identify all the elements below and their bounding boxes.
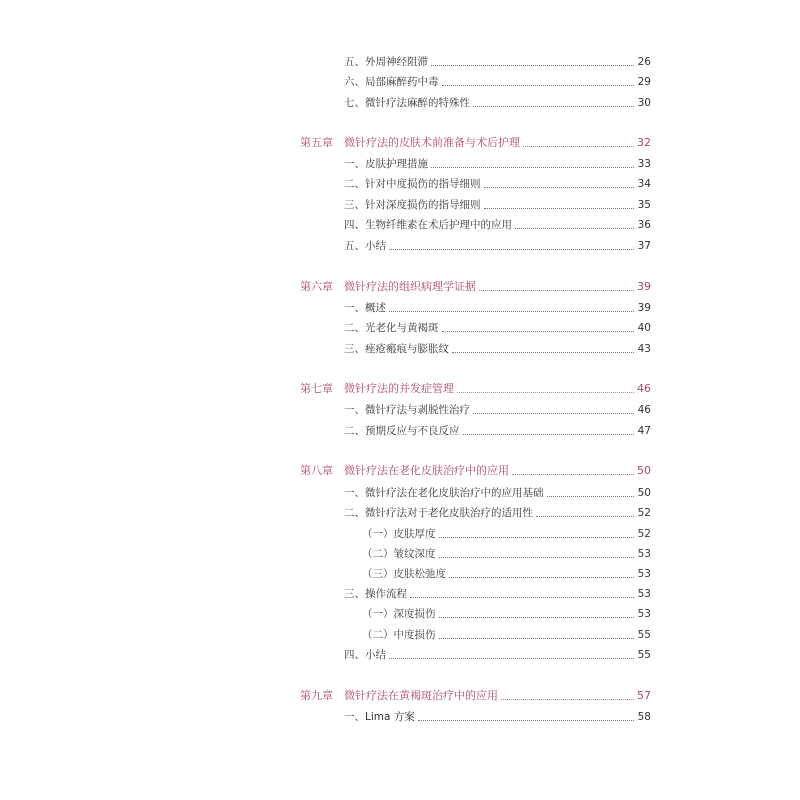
- toc-section-entry[interactable]: [344, 95, 651, 111]
- page-number: 33: [637, 158, 651, 170]
- toc-section-entry[interactable]: [344, 217, 651, 233]
- dot-leader: [389, 311, 634, 312]
- entry-title: 五、小结: [344, 240, 386, 252]
- entry-title: 三、痤疮瘢痕与膨胀纹: [344, 343, 449, 355]
- toc-entry-label: [344, 300, 386, 316]
- toc-entry-label: [344, 341, 449, 357]
- toc-entry-label: [300, 381, 454, 397]
- dot-leader: [431, 167, 634, 168]
- toc-entry-label: [344, 197, 481, 213]
- dot-leader: [547, 496, 635, 497]
- dot-leader: [479, 290, 634, 291]
- page-number: 47: [637, 425, 651, 437]
- page-number: 52: [637, 507, 651, 519]
- entry-title: 一、微针疗法与剥脱性治疗: [344, 404, 470, 416]
- toc-entry-label: [362, 566, 446, 582]
- toc-entry-label: [344, 586, 407, 602]
- toc-entry-label: [362, 526, 436, 542]
- dot-leader: [449, 577, 634, 578]
- entry-title: 三、针对深度损伤的指导细则: [344, 199, 481, 211]
- entry-title: 四、生物纤维素在术后护理中的应用: [344, 219, 512, 231]
- toc-section-entry[interactable]: [344, 505, 651, 521]
- chapter-number: 第六章: [300, 280, 333, 293]
- toc-entry-label: [300, 463, 509, 479]
- entry-title: 二、预期反应与不良反应: [344, 425, 460, 437]
- chapter-number: 第五章: [300, 136, 333, 149]
- toc-subsection-entry[interactable]: [362, 526, 651, 542]
- entry-title: 微针疗法的组织病理学证据: [344, 280, 476, 293]
- toc-entry-label: [300, 688, 498, 704]
- toc-section-entry[interactable]: [344, 586, 651, 602]
- toc-subsection-entry[interactable]: [362, 546, 651, 562]
- toc-entry-label: [344, 402, 470, 418]
- dot-leader: [389, 658, 634, 659]
- entry-title: 微针疗法的皮肤术前准备与术后护理: [344, 136, 520, 149]
- toc-section-entry[interactable]: [344, 74, 651, 90]
- page-number: 53: [637, 608, 651, 620]
- page-number: 58: [637, 711, 651, 723]
- toc-chapter-entry[interactable]: [300, 463, 651, 479]
- entry-title: 二、微针疗法对于老化皮肤治疗的适用性: [344, 507, 533, 519]
- page-number: 26: [637, 56, 651, 68]
- toc-entry-label: [300, 279, 476, 295]
- dot-leader: [439, 557, 635, 558]
- toc-section-entry[interactable]: [344, 54, 651, 70]
- entry-title: 二、针对中度损伤的指导细则: [344, 178, 481, 190]
- page-number: 30: [637, 97, 651, 109]
- page-number: 39: [637, 280, 651, 293]
- toc-chapter-entry[interactable]: [300, 135, 651, 151]
- toc-chapter-entry[interactable]: [300, 381, 651, 397]
- dot-leader: [484, 187, 635, 188]
- dot-leader: [473, 413, 634, 414]
- page-number: 43: [637, 343, 651, 355]
- dot-leader: [536, 516, 634, 517]
- toc-section-entry[interactable]: [344, 238, 651, 254]
- page-number: 46: [637, 404, 651, 416]
- toc-section-entry[interactable]: [344, 176, 651, 192]
- toc-section-entry[interactable]: [344, 647, 651, 663]
- entry-title: 六、局部麻醉药中毒: [344, 76, 439, 88]
- toc-entry-label: [362, 546, 436, 562]
- toc-entry-label: [344, 238, 386, 254]
- chapter-number: 第九章: [300, 689, 333, 702]
- dot-leader: [512, 474, 634, 475]
- entry-title: （一）皮肤厚度: [362, 528, 436, 540]
- toc-entry-label: [344, 423, 460, 439]
- page-number: 57: [637, 689, 651, 702]
- entry-title: 微针疗法在老化皮肤治疗中的应用: [344, 464, 509, 477]
- page-number: 53: [637, 588, 651, 600]
- toc-entry-label: [344, 505, 533, 521]
- dot-leader: [442, 85, 635, 86]
- toc-entry-label: [344, 176, 481, 192]
- toc-entry-label: [362, 627, 436, 643]
- toc-entry-label: [344, 217, 512, 233]
- dot-leader: [439, 617, 635, 618]
- entry-title: 四、小结: [344, 649, 386, 661]
- entry-title: 五、外周神经阻滞: [344, 56, 428, 68]
- toc-section-entry[interactable]: [344, 709, 651, 725]
- entry-title: 二、光老化与黄褐斑: [344, 322, 439, 334]
- toc-section-entry[interactable]: [344, 485, 651, 501]
- page-number: 50: [637, 464, 651, 477]
- toc-section-entry[interactable]: [344, 156, 651, 172]
- entry-title: 一、概述: [344, 302, 386, 314]
- dot-leader: [431, 65, 634, 66]
- toc-entry-label: [344, 74, 439, 90]
- page-number: 55: [637, 629, 651, 641]
- page-number: 53: [637, 568, 651, 580]
- page-number: 34: [637, 178, 651, 190]
- page-number: 39: [637, 302, 651, 314]
- dot-leader: [442, 331, 635, 332]
- dot-leader: [523, 146, 634, 147]
- toc-entry-label: [344, 156, 428, 172]
- page-number: 36: [637, 219, 651, 231]
- toc-chapter-entry[interactable]: [300, 688, 651, 704]
- dot-leader: [457, 392, 634, 393]
- entry-title: 一、皮肤护理措施: [344, 158, 428, 170]
- chapter-number: 第八章: [300, 464, 333, 477]
- toc-section-entry[interactable]: [344, 423, 651, 439]
- toc-section-entry[interactable]: [344, 300, 651, 316]
- entry-title: 一、微针疗法在老化皮肤治疗中的应用基础: [344, 487, 544, 499]
- page-number: 35: [637, 199, 651, 211]
- toc-entry-label: [344, 647, 386, 663]
- entry-title: （三）皮肤松弛度: [362, 568, 446, 580]
- toc-entry-label: [344, 95, 470, 111]
- dot-leader: [463, 434, 635, 435]
- toc-entry-label: [344, 709, 415, 725]
- toc-subsection-entry[interactable]: [362, 627, 651, 643]
- page-number: 53: [637, 548, 651, 560]
- dot-leader: [452, 352, 634, 353]
- dot-leader: [439, 638, 635, 639]
- page-number: 40: [637, 322, 651, 334]
- entry-title: 微针疗法的并发症管理: [344, 382, 454, 395]
- toc-entry-label: [344, 320, 439, 336]
- dot-leader: [418, 720, 634, 721]
- toc-entry-label: [300, 135, 520, 151]
- toc-entry-label: [362, 606, 436, 622]
- page-number: 55: [637, 649, 651, 661]
- toc-section-entry[interactable]: [344, 320, 651, 336]
- entry-title: （一）深度损伤: [362, 608, 436, 620]
- toc-entry-label: [344, 54, 428, 70]
- page-number: 46: [637, 382, 651, 395]
- entry-title: （二）中度损伤: [362, 629, 436, 641]
- toc-subsection-entry[interactable]: [362, 606, 651, 622]
- dot-leader: [501, 699, 634, 700]
- page-number: 37: [637, 240, 651, 252]
- toc-entry-label: [344, 485, 544, 501]
- entry-title: （二）皱纹深度: [362, 548, 436, 560]
- dot-leader: [484, 208, 635, 209]
- dot-leader: [473, 106, 634, 107]
- entry-title: 微针疗法在黄褐斑治疗中的应用: [344, 689, 498, 702]
- entry-title: 七、微针疗法麻醉的特殊性: [344, 97, 470, 109]
- toc-section-entry[interactable]: [344, 402, 651, 418]
- page-number: 52: [637, 528, 651, 540]
- toc-chapter-entry[interactable]: [300, 279, 651, 295]
- page-number: 32: [637, 136, 651, 149]
- entry-title: 三、操作流程: [344, 588, 407, 600]
- chapter-number: 第七章: [300, 382, 333, 395]
- dot-leader: [389, 249, 634, 250]
- toc-subsection-entry[interactable]: [362, 566, 651, 582]
- dot-leader: [410, 597, 634, 598]
- page-number: 29: [637, 76, 651, 88]
- entry-title: 一、Lima 方案: [344, 711, 415, 723]
- toc-section-entry[interactable]: [344, 197, 651, 213]
- dot-leader: [515, 228, 634, 229]
- dot-leader: [439, 537, 635, 538]
- page-number: 50: [637, 487, 651, 499]
- toc-section-entry[interactable]: [344, 341, 651, 357]
